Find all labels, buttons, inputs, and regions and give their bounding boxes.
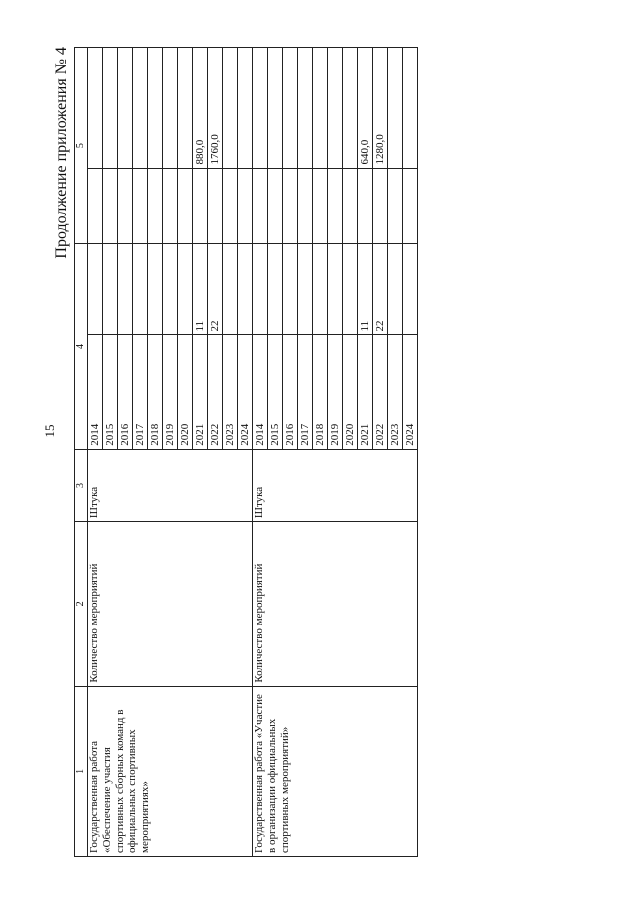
year-cell: 2018 [313, 335, 328, 449]
indicator-cell: Количество мероприятий [253, 522, 418, 687]
quantity-cell [238, 244, 253, 335]
column-number: 1 [75, 686, 88, 856]
quantity-cell [103, 244, 118, 335]
quantity-cell [328, 244, 343, 335]
column-number-row [75, 48, 88, 857]
quantity-cell [253, 244, 268, 335]
amount-cell [298, 48, 313, 169]
spacer-cell [133, 168, 148, 244]
quantity-cell [313, 244, 328, 335]
section-name: Государственная работа «Участие в организации официальных спортивных мероприятий» [253, 686, 418, 856]
spacer-cell [343, 168, 358, 244]
spacer-cell [208, 168, 223, 244]
spacer-cell [148, 168, 163, 244]
amount-cell [238, 48, 253, 169]
amount-cell [163, 48, 178, 169]
year-cell: 2015 [103, 335, 118, 449]
column-number: 4 [75, 244, 88, 450]
amount-cell [88, 48, 103, 169]
quantity-cell [148, 244, 163, 335]
amount-cell [178, 48, 193, 169]
unit-cell: Штука [88, 449, 253, 521]
spacer-cell [163, 168, 178, 244]
quantity-cell [388, 244, 403, 335]
amount-cell [403, 48, 418, 169]
amount-cell [388, 48, 403, 169]
amount-cell: 1760,0 [208, 48, 223, 169]
amount-cell: 1280,0 [373, 48, 388, 169]
year-cell: 2023 [223, 335, 238, 449]
year-cell: 2014 [88, 335, 103, 449]
quantity-cell [88, 244, 103, 335]
spacer-cell [373, 168, 388, 244]
indicator-cell: Количество мероприятий [88, 522, 253, 687]
amount-cell: 880,0 [193, 48, 208, 169]
spacer-cell [88, 168, 103, 244]
amount-cell [253, 48, 268, 169]
quantity-cell [343, 244, 358, 335]
page-number: 15 [42, 424, 57, 438]
amount-cell [133, 48, 148, 169]
column-number: 5 [75, 48, 88, 244]
spacer-cell [238, 168, 253, 244]
amount-cell [328, 48, 343, 169]
year-cell: 2020 [178, 335, 193, 449]
spacer-cell [328, 168, 343, 244]
table-row [88, 48, 103, 857]
spacer-cell [403, 168, 418, 244]
amount-cell [283, 48, 298, 169]
quantity-cell: 22 [208, 244, 223, 335]
spacer-cell [178, 168, 193, 244]
spacer-cell [193, 168, 208, 244]
year-cell: 2017 [133, 335, 148, 449]
column-number: 3 [75, 449, 88, 521]
year-cell: 2019 [328, 335, 343, 449]
amount-cell [223, 48, 238, 169]
quantity-cell: 11 [193, 244, 208, 335]
quantity-cell [298, 244, 313, 335]
spacer-cell [298, 168, 313, 244]
year-cell: 2022 [373, 335, 388, 449]
quantity-cell [223, 244, 238, 335]
year-cell: 2021 [193, 335, 208, 449]
spacer-cell [223, 168, 238, 244]
year-cell: 2015 [268, 335, 283, 449]
table-body [88, 48, 418, 857]
year-cell: 2019 [163, 335, 178, 449]
quantity-cell: 22 [373, 244, 388, 335]
spacer-cell [118, 168, 133, 244]
rotated-sheet [52, 47, 577, 857]
quantity-cell [163, 244, 178, 335]
amount-cell [313, 48, 328, 169]
amount-cell [268, 48, 283, 169]
year-cell: 2016 [118, 335, 133, 449]
quantity-cell [133, 244, 148, 335]
year-cell: 2017 [298, 335, 313, 449]
quantity-cell [118, 244, 133, 335]
quantity-cell [178, 244, 193, 335]
spacer-cell [313, 168, 328, 244]
page-title: Продолжение приложения № 4 [53, 47, 70, 259]
spacer-cell [283, 168, 298, 244]
year-cell: 2016 [283, 335, 298, 449]
year-cell: 2024 [238, 335, 253, 449]
spacer-cell [388, 168, 403, 244]
spacer-cell [253, 168, 268, 244]
spacer-cell [103, 168, 118, 244]
quantity-cell [283, 244, 298, 335]
amount-cell [103, 48, 118, 169]
year-cell: 2024 [403, 335, 418, 449]
year-cell: 2023 [388, 335, 403, 449]
quantity-cell [268, 244, 283, 335]
appendix-table [74, 47, 418, 857]
table-row [253, 48, 268, 857]
spacer-cell [358, 168, 373, 244]
amount-cell: 640,0 [358, 48, 373, 169]
year-cell: 2021 [358, 335, 373, 449]
section-name: Государственная работа «Обеспечение участия спортивных сборных команд в официальных спортивных мероприятиях» [88, 686, 253, 856]
year-cell: 2020 [343, 335, 358, 449]
column-number: 2 [75, 522, 88, 687]
year-cell: 2014 [253, 335, 268, 449]
spacer-cell [268, 168, 283, 244]
year-cell: 2018 [148, 335, 163, 449]
amount-cell [118, 48, 133, 169]
unit-cell: Штука [253, 449, 418, 521]
year-cell: 2022 [208, 335, 223, 449]
quantity-cell [403, 244, 418, 335]
amount-cell [343, 48, 358, 169]
amount-cell [148, 48, 163, 169]
quantity-cell: 11 [358, 244, 373, 335]
